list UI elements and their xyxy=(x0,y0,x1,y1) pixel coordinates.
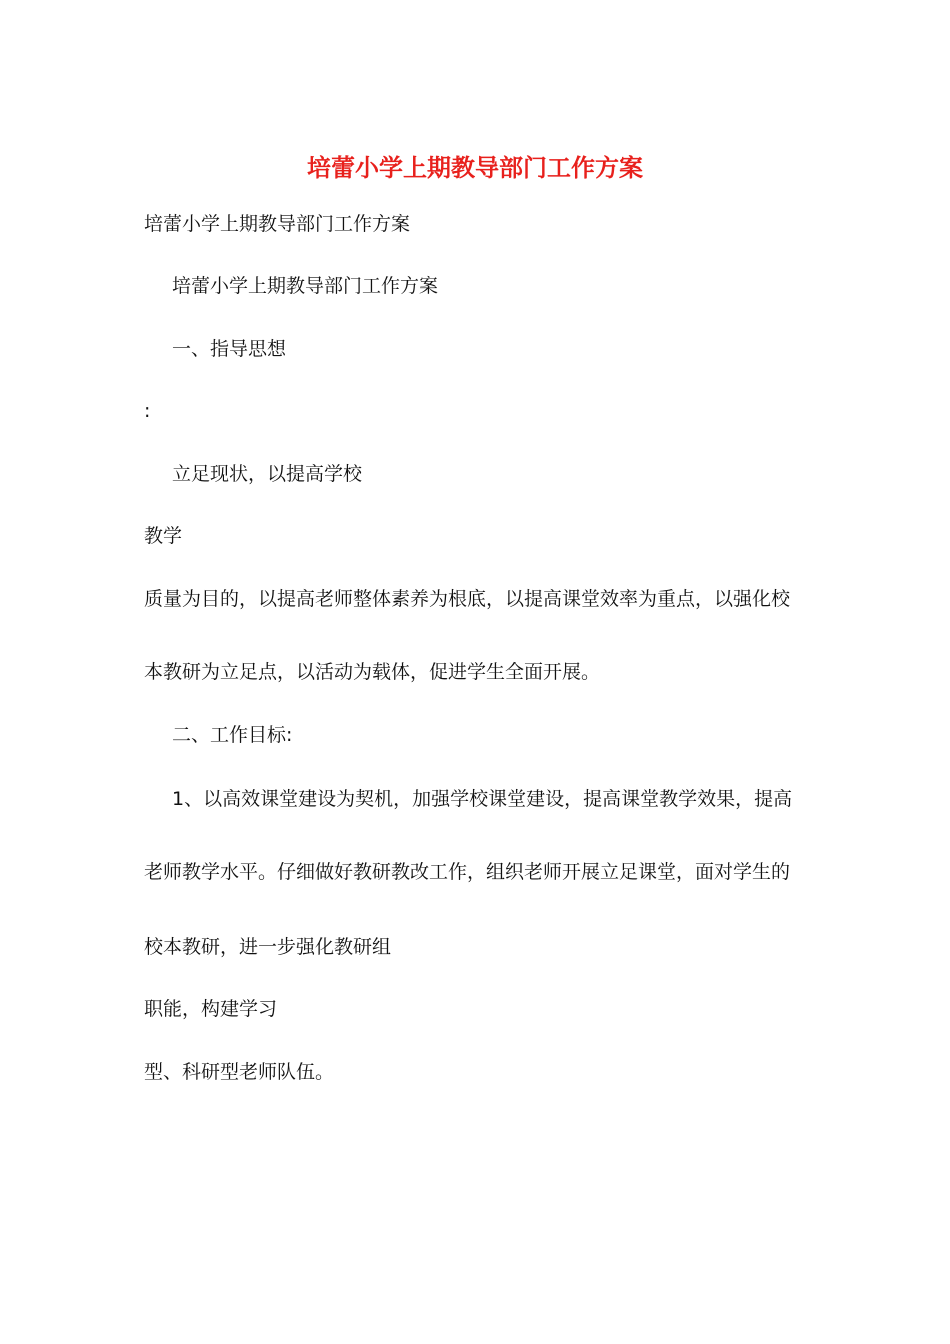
paragraph-line: 质量为目的，以提高老师整体素养为根底，以提高课堂效率为重点，以强化校 xyxy=(144,588,791,610)
section-heading-work-goals: 二、工作目标: xyxy=(172,724,293,746)
section-heading-guiding-thought: 一、指导思想 xyxy=(172,338,287,360)
paragraph-line: 职能，构建学习 xyxy=(144,998,278,1020)
paragraph-line: 1、以高效课堂建设为契机，加强学校课堂建设，提高课堂教学效果，提高 xyxy=(172,788,793,810)
paragraph-line: 教学 xyxy=(144,525,183,547)
doc-heading-line: 培蕾小学上期教导部门工作方案 xyxy=(144,213,411,235)
paragraph-line: 老师教学水平。仔细做好教研教改工作，组织老师开展立足课堂，面对学生的 xyxy=(144,861,791,883)
paragraph-line: 校本教研，进一步强化教研组 xyxy=(144,936,392,958)
paragraph-line: : xyxy=(144,400,151,422)
document-title: 培蕾小学上期教导部门工作方案 xyxy=(307,153,643,182)
paragraph-line: 立足现状，以提高学校 xyxy=(172,463,363,485)
doc-subheading-line: 培蕾小学上期教导部门工作方案 xyxy=(172,275,439,297)
paragraph-line: 型、科研型老师队伍。 xyxy=(144,1061,335,1083)
paragraph-line: 本教研为立足点，以活动为载体，促进学生全面开展。 xyxy=(144,661,601,683)
